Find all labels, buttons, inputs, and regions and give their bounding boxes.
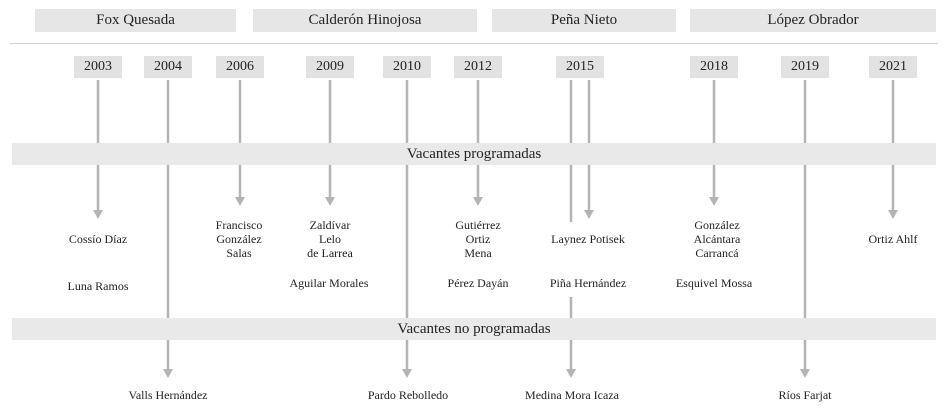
year-2006: 2006 — [216, 56, 264, 78]
arrow-2019-head — [800, 369, 810, 378]
arrow-2015b-head — [584, 210, 594, 219]
name-perez-dayan: Pérez Dayán — [447, 276, 509, 290]
name-medina-mora-icaza: Medina Mora Icaza — [525, 388, 619, 402]
year-2010: 2010 — [383, 56, 431, 78]
arrow-2015a-head — [566, 369, 576, 378]
band-unscheduled: Vacantes no programadas — [12, 318, 936, 340]
year-2015: 2015 — [556, 56, 604, 78]
name-gonzalez-alcantara: González Alcántara Carrancá — [693, 218, 741, 260]
admin-fox: Fox Quesada — [35, 9, 236, 32]
name-pardo-rebolledo: Pardo Rebolledo — [367, 388, 449, 402]
year-2019: 2019 — [781, 56, 829, 78]
name-zaldivar: Zaldívar Lelo de Larrea — [307, 218, 353, 260]
arrow-2004-head — [163, 369, 173, 378]
year-2021: 2021 — [869, 56, 917, 78]
name-laynez-potisek: Laynez Potisek — [551, 232, 625, 246]
name-gonzalez-salas: Francisco González Salas — [215, 218, 263, 260]
arrow-2010-head — [402, 369, 412, 378]
name-aguilar-morales: Aguilar Morales — [289, 276, 369, 290]
arrow-2009-head — [325, 197, 335, 206]
name-luna-ramos: Luna Ramos — [67, 279, 129, 293]
arrow-2012-head — [473, 197, 483, 206]
year-2009: 2009 — [306, 56, 354, 78]
admin-pena-nieto: Peña Nieto — [492, 9, 676, 32]
year-2018: 2018 — [690, 56, 738, 78]
arrow-2018-head — [709, 197, 719, 206]
year-2003: 2003 — [74, 56, 122, 78]
admin-calderon: Calderón Hinojosa — [253, 9, 477, 32]
name-ortiz-ahlf: Ortiz Ahlf — [868, 232, 918, 246]
arrow-2006-head — [235, 197, 245, 206]
name-valls-hernandez: Valls Hernández — [128, 388, 208, 402]
name-esquivel-mossa: Esquivel Mossa — [675, 276, 753, 290]
year-2012: 2012 — [454, 56, 502, 78]
year-2004: 2004 — [144, 56, 192, 78]
name-rios-farjat: Ríos Farjat — [778, 388, 832, 402]
band-scheduled: Vacantes programadas — [12, 143, 936, 165]
arrow-2003-head — [93, 210, 103, 219]
name-cossio-diaz: Cossío Díaz — [68, 232, 128, 246]
arrow-2021-head — [888, 210, 898, 219]
name-pina-hernandez: Piña Hernández — [549, 276, 627, 290]
admin-lopez-obrador: López Obrador — [690, 9, 936, 32]
name-gutierrez-ortiz-mena: Gutiérrez Ortiz Mena — [455, 218, 501, 260]
